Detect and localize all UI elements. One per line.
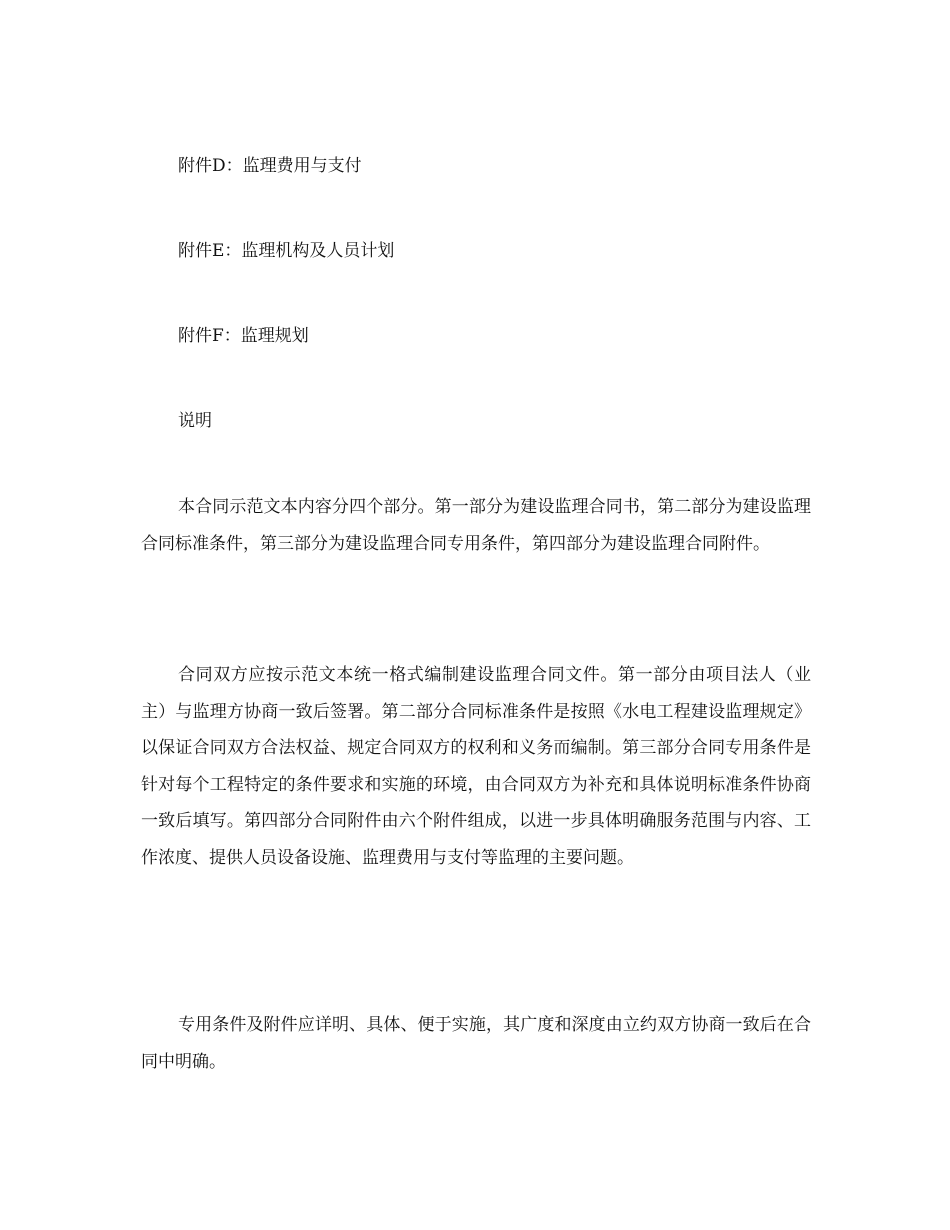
attachment-e-line: 附件E：监理机构及人员计划	[178, 241, 395, 261]
paragraph-structure: 本合同示范文本内容分四个部分。第一部分为建设监理合同书，第二部分为建设监理合同标准条件，第三部分为建设监理合同专用条件，第四部分为建设监理合同附件。	[141, 497, 811, 554]
section-heading: 说明	[178, 411, 212, 431]
attachment-d-line: 附件D：监理费用与支付	[178, 156, 362, 176]
paragraph-special-conditions: 专用条件及附件应详明、具体、便于实施，其广度和深度由立约双方协商一致后在合同中明确。	[141, 1015, 811, 1072]
paragraph-preparation: 合同双方应按示范文本统一格式编制建设监理合同文件。第一部分由项目法人（业主）与监理方协商一致后签署。第二部分合同标准条件是按照《水电工程建设监理规定》以保证合同双方合法权益、规定合同双方的权利和义务而编制。第三部分合同专用条件是针对每个工程特定的条件要求和实施的环境，由合同双方为补充和具体说明标准条件协商一致后填写。第四部分合同附件由六个附件组成，以进一步具体明确服务范围与内容、工作浓度、提供人员设备设施、监理费用与支付等监理的主要问题。	[141, 665, 811, 868]
attachment-f-line: 附件F：监理规划	[178, 326, 309, 346]
